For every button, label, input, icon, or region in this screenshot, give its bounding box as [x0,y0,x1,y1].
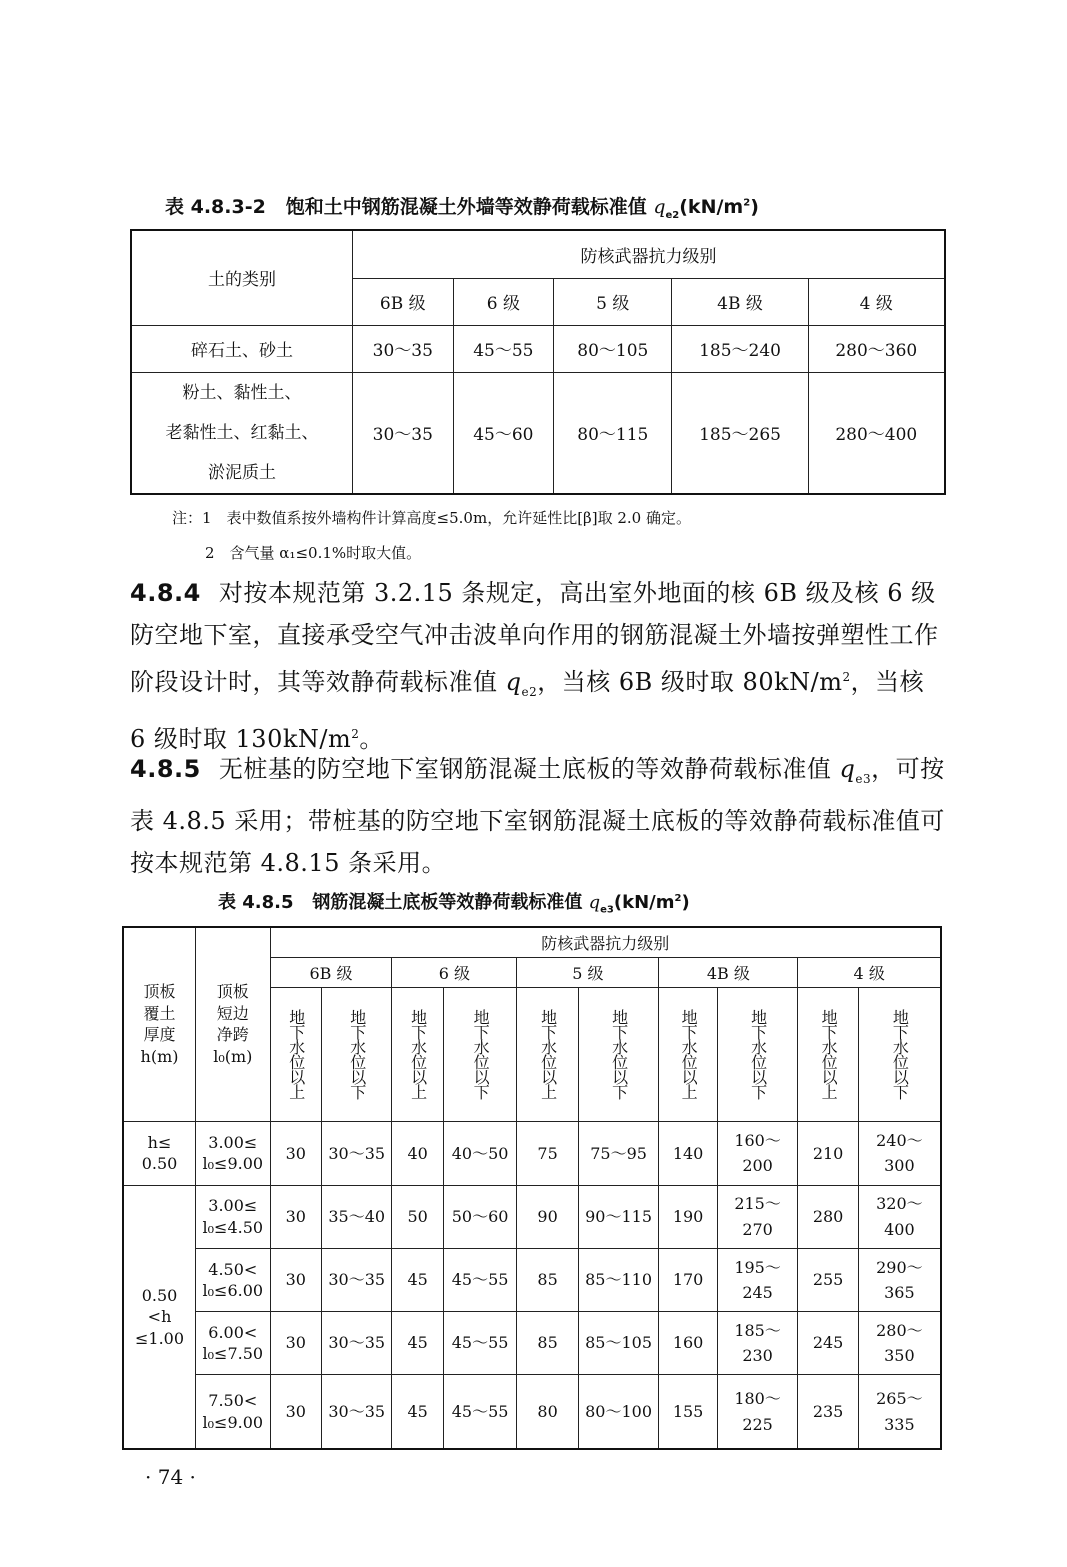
table1-unit-sup: 2 [743,197,751,209]
table2-value-cell: 245 [798,1312,858,1375]
table1-caption: 表 4.8.3-2 饱和土中钢筋混凝土外墙等效静荷载标准值 $q_{e2}(kN/m^2)$ [165,196,759,221]
table2-caption: 表 4.8.5 钢筋混凝土底板等效静荷载标准值 $q_{e3}(kN/m^2)$ [218,892,690,916]
table2-value-cell: 170 [659,1249,717,1312]
table2-value-cell: 45～55 [443,1249,517,1312]
table2-subheader-above: 地下水位以上 [517,987,578,1121]
table2-value-cell: 30 [270,1121,321,1185]
table1-value-cell: 280～360 [808,325,945,372]
table2-value-cell: 45～55 [443,1312,517,1375]
table2-value-cell: 30 [270,1312,321,1375]
table2-subheader-below: 地下水位以下 [578,987,659,1121]
table2-subheader-above: 地下水位以上 [798,987,858,1121]
table2-value-cell: 85～110 [578,1249,659,1312]
table2-value-cell: 210 [798,1121,858,1185]
table1-value-cell: 30～35 [353,325,454,372]
table2-header-h: 顶板 覆土 厚度 h(m) [123,927,196,1121]
table2-value-cell: 85 [517,1312,578,1375]
table1-symbol: q [653,196,666,218]
table2-h-cell: 0.50 <h ≤1.00 [123,1185,196,1449]
table2-value-cell: 190 [659,1185,717,1248]
table2-value-cell: 35～40 [321,1185,392,1248]
table-row [123,1375,941,1449]
page-number: · 74 · [145,1465,196,1489]
table2-value-cell: 80～100 [578,1375,659,1449]
table2-value-cell: 215～ 270 [717,1185,798,1248]
table-row [123,1312,941,1375]
table2-value-cell: 180～ 225 [717,1375,798,1449]
table-row [123,1121,941,1185]
table2-symbol: q [588,892,601,913]
table2-value-cell: 265～ 335 [858,1375,941,1449]
table2-symbol-sub: e3 [600,904,614,916]
table1-symbol-sub: e2 [665,209,680,221]
table2-value-cell: 50～60 [443,1185,517,1248]
table2-value-cell: 30 [270,1375,321,1449]
table2-subheader-below: 地下水位以下 [858,987,941,1121]
table2-value-cell: 30～35 [321,1312,392,1375]
table2-value-cell: 45 [392,1312,443,1375]
table2-value-cell: 185～ 230 [717,1312,798,1375]
table2-value-cell: 155 [659,1375,717,1449]
table2-value-cell: 195～ 245 [717,1249,798,1312]
table2-l-cell: 6.00< l₀≤7.50 [196,1312,271,1375]
table2-value-cell: 85 [517,1249,578,1312]
table2-level: 4 级 [798,957,941,987]
table1-value-cell: 80～115 [554,372,672,494]
table2-value-cell: 30～35 [321,1375,392,1449]
table2-value-cell: 40 [392,1121,443,1185]
table1-header-group: 防核武器抗力级别 [353,230,946,278]
table2-number: 表 4.8.5 [218,892,294,913]
table2-value-cell: 320～ 400 [858,1185,941,1248]
table1-value-cell: 30～35 [353,372,454,494]
table2-value-cell: 90 [517,1185,578,1248]
table2-value-cell: 40～50 [443,1121,517,1185]
table1-level: 4 级 [808,278,945,325]
table1-unit: (kN/m [679,196,744,218]
table2-l-cell: 3.00≤ l₀≤4.50 [196,1185,271,1248]
table2-value-cell: 45 [392,1375,443,1449]
table2-value-cell: 30～35 [321,1121,392,1185]
table2-value-cell: 75～95 [578,1121,659,1185]
table2-value-cell: 45～55 [443,1375,517,1449]
table2-l-cell: 7.50< l₀≤9.00 [196,1375,271,1449]
table2-subheader-below: 地下水位以下 [321,987,392,1121]
table-row [123,1249,941,1312]
table2-value-cell: 160 [659,1312,717,1375]
table2-value-cell: 30～35 [321,1249,392,1312]
table2-value-cell: 30 [270,1185,321,1248]
table2-header-group: 防核武器抗力级别 [270,927,941,957]
table2-value-cell: 240～ 300 [858,1121,941,1185]
paragraph-4-8-5: 4.8.5 无桩基的防空地下室钢筋混凝土底板的等效静荷载标准值 $q_{e3}$，可按表 4.8.5 采用；带桩基的防空地下室钢筋混凝土底板的等效静荷载标准值可按本规范第 4.8.15 条采用。 [130,755,945,877]
table1-level: 6B 级 [353,278,454,325]
table1-soil-cell: 粉土、黏性土、 老黏性土、红黏土、 淤泥质土 [131,372,353,494]
table2-value-cell: 90～115 [578,1185,659,1248]
table1-value-cell: 45～55 [453,325,554,372]
table-row [123,1185,941,1248]
table1-value-cell: 80～105 [554,325,672,372]
table1-soil-cell: 碎石土、砂土 [131,325,353,372]
clause-number: 4.8.4 [130,579,201,607]
table2-value-cell: 280～ 350 [858,1312,941,1375]
table1-level: 6 级 [453,278,554,325]
table2-subheader-below: 地下水位以下 [717,987,798,1121]
table1-note-2: 2 含气量 α₁≤0.1%时取大值。 [205,544,422,562]
table2-subheader-above: 地下水位以上 [270,987,321,1121]
table2-subheader-above: 地下水位以上 [392,987,443,1121]
table2-level: 5 级 [517,957,659,987]
table2-level: 6B 级 [270,957,392,987]
table1-value-cell: 280～400 [808,372,945,494]
table1-note-1: 注：1 表中数值系按外墙构件计算高度≤5.0m，允许延性比[β]取 2.0 确定。 [172,509,691,527]
table2 [122,926,942,1450]
table1-level: 5 级 [554,278,672,325]
table2-value-cell: 45 [392,1249,443,1312]
table2-value-cell: 280 [798,1185,858,1248]
table1-value-cell: 185～265 [672,372,808,494]
table2-value-cell: 160～ 200 [717,1121,798,1185]
table2-value-cell: 75 [517,1121,578,1185]
table1 [130,229,946,495]
table1-number: 表 4.8.3-2 [165,196,266,218]
table2-title: 钢筋混凝土底板等效静荷载标准值 [312,892,583,913]
table2-l-cell: 4.50< l₀≤6.00 [196,1249,271,1312]
table2-value-cell: 235 [798,1375,858,1449]
table1-title: 饱和土中钢筋混凝土外墙等效静荷载标准值 [285,196,647,218]
table1-level: 4B 级 [672,278,808,325]
table2-value-cell: 140 [659,1121,717,1185]
table2-value-cell: 85～105 [578,1312,659,1375]
table1-value-cell: 185～240 [672,325,808,372]
table2-value-cell: 80 [517,1375,578,1449]
table2-h-cell: h≤ 0.50 [123,1121,196,1185]
table2-level: 6 级 [392,957,517,987]
paragraph-4-8-4: 4.8.4 对按本规范第 3.2.15 条规定，高出室外地面的核 6B 级及核 6 级防空地下室，直接承受空气冲击波单向作用的钢筋混凝土外墙按弹塑性工作阶段设计时，其等效静荷载标准值 $q_{e2}$，当核 6B 级时取 $80kN/m^2$，当核 6 级时取 $130kN/m^2$。 [130,579,939,753]
table1-value-cell: 45～60 [453,372,554,494]
table2-value-cell: 255 [798,1249,858,1312]
table2-header-l: 顶板 短边 净跨 l₀(m) [196,927,271,1121]
table2-subheader-above: 地下水位以上 [659,987,717,1121]
table2-value-cell: 290～ 365 [858,1249,941,1312]
table2-value-cell: 50 [392,1185,443,1248]
table2-value-cell: 30 [270,1249,321,1312]
table1-header-soil: 土的类别 [131,230,353,325]
clause-number: 4.8.5 [130,755,201,783]
table2-l-cell: 3.00≤ l₀≤9.00 [196,1121,271,1185]
table2-level: 4B 级 [659,957,798,987]
table2-subheader-below: 地下水位以下 [443,987,517,1121]
